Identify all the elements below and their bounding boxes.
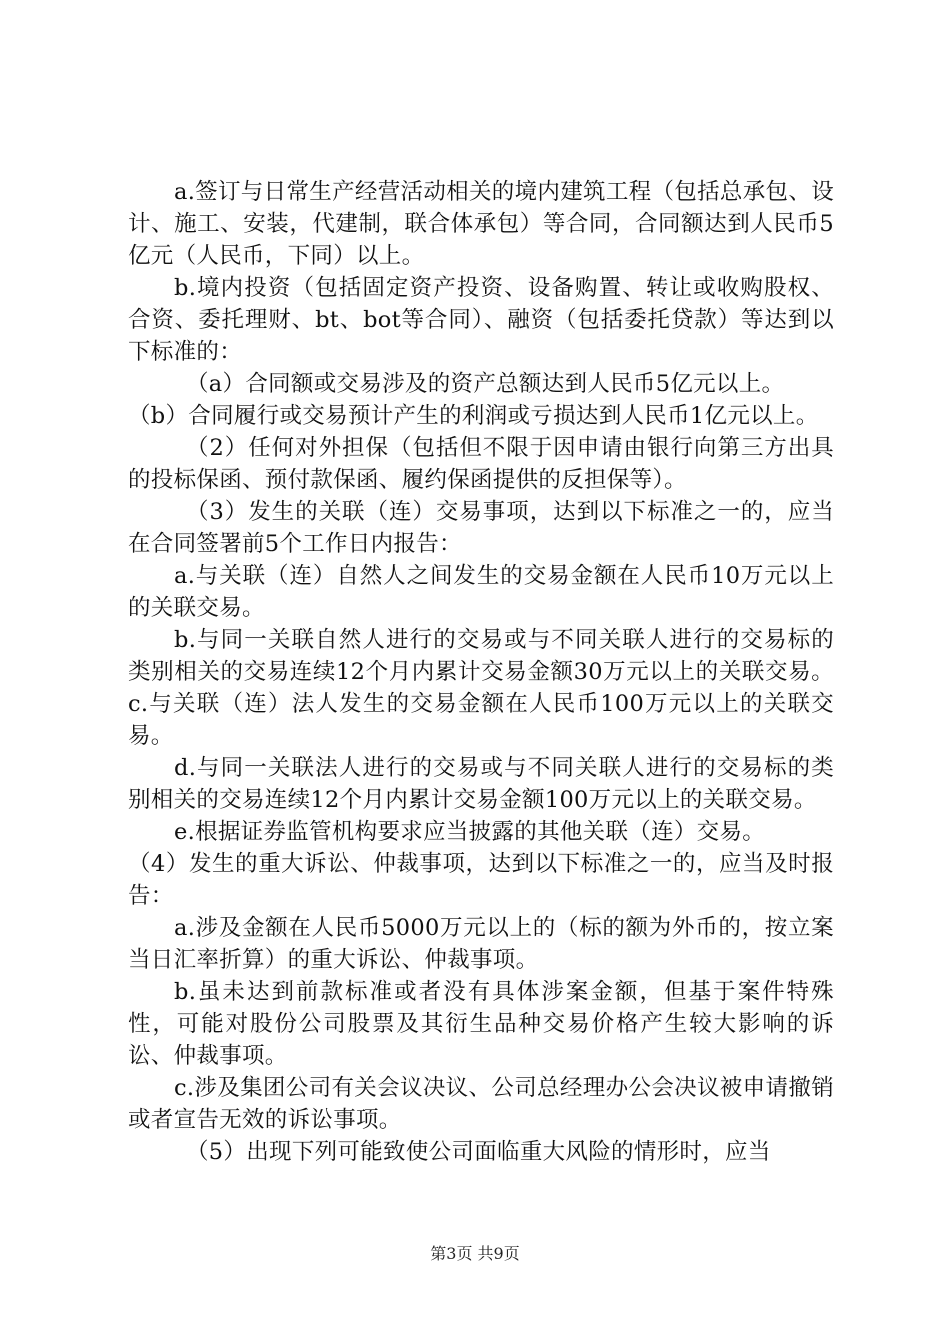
- paragraph-c-resolution: c.涉及集团公司有关会议决议、公司总经理办公会决议被申请撤销或者宣告无效的诉讼事项。: [128, 1075, 834, 1133]
- paragraph-a-contract: a.签订与日常生产经营活动相关的境内建筑工程（包括总承包、设计、施工、安装，代建制，联合体承包）等合同，合同额达到人民币5亿元（人民币，下同）以上。: [128, 179, 834, 269]
- paragraph-3-related: （3）发生的关联（连）交易事项，达到以下标准之一的，应当在合同签署前5个工作日内报告：: [128, 499, 834, 557]
- paragraph-a-assets: （a）合同额或交易涉及的资产总额达到人民币5亿元以上。: [186, 371, 785, 397]
- paragraph-a-natural: a.与关联（连）自然人之间发生的交易金额在人民币10万元以上的关联交易。: [128, 563, 834, 621]
- paragraph-d-same-legal: d.与同一关联法人进行的交易或与不同关联人进行的交易标的类别相关的交易连续12个月内累计交易金额100万元以上的关联交易。: [128, 755, 834, 813]
- paragraph-e-disclose: e.根据证券监管机构要求应当披露的其他关联（连）交易。: [174, 819, 766, 845]
- document-body: [128, 176, 834, 1168]
- page-footer: 第3页 共9页: [430, 1244, 520, 1263]
- paragraph-b-profit: （b）合同履行或交易预计产生的利润或亏损达到人民币1亿元以上。: [128, 403, 819, 429]
- paragraph-b-same-natural: b.与同一关联自然人进行的交易或与不同关联人进行的交易标的类别相关的交易连续12个月内累计交易金额30万元以上的关联交易。c.与关联（连）法人发生的交易金额在人民币100万元以上的关联交易。: [128, 627, 834, 749]
- paragraph-b-special: b.虽未达到前款标准或者没有具体涉案金额，但基于案件特殊性，可能对股份公司股票及其衍生品种交易价格产生较大影响的诉讼、仲裁事项。: [128, 979, 834, 1069]
- paragraph-a-amount: a.涉及金额在人民币5000万元以上的（标的额为外币的，按立案当日汇率折算）的重大诉讼、仲裁事项。: [128, 915, 834, 973]
- paragraph-5-risk: （5）出现下列可能致使公司面临重大风险的情形时，应当: [186, 1139, 771, 1165]
- paragraph-2-guarantee: （2）任何对外担保（包括但不限于因申请由银行向第三方出具的投标保函、预付款保函、履约保函提供的反担保等）。: [128, 435, 834, 493]
- paragraph-b-investment: b.境内投资（包括固定资产投资、设备购置、转让或收购股权、合资、委托理财、bt、bot等合同）、融资（包括委托贷款）等达到以下标准的：: [128, 275, 834, 365]
- paragraph-4-litigation: （4）发生的重大诉讼、仲裁事项，达到以下标准之一的，应当及时报告：: [128, 851, 834, 909]
